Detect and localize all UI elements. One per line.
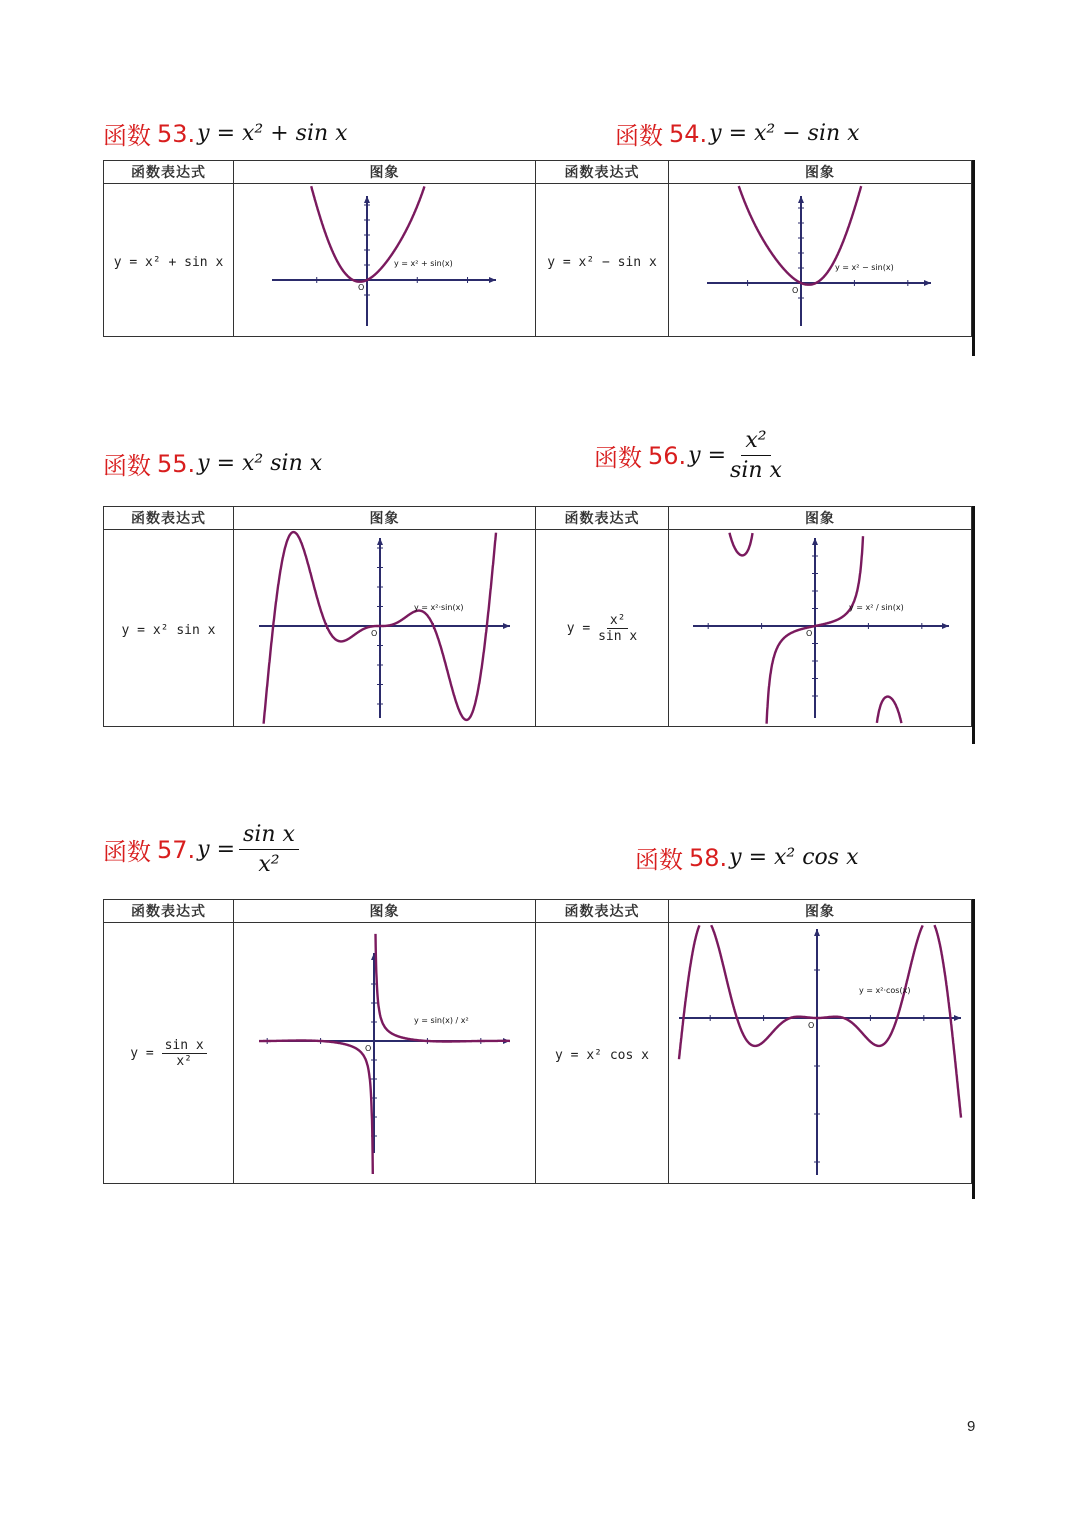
function-56-number: 56. — [648, 441, 687, 470]
function-55-title: 函数 — [103, 452, 151, 480]
function-55-formula: y = x² sin x — [197, 451, 323, 476]
function-57-heading — [103, 822, 299, 877]
function-54-title: 函数 — [615, 122, 663, 150]
function-53-title: 函数 — [103, 122, 151, 150]
function-58-formula: y = x² cos x — [729, 845, 859, 870]
function-curve — [259, 934, 510, 1174]
function-54-number: 54. — [669, 119, 708, 148]
header-graph-58: 图象 — [669, 900, 972, 923]
graph-label: y = x²·sin(x) — [414, 603, 464, 612]
expression-56-denominator: sin x — [598, 628, 638, 644]
function-56-formula-lhs: y = — [688, 443, 727, 468]
function-58-title: 函数 — [635, 846, 683, 874]
function-55-heading — [103, 446, 322, 481]
y-axis-arrow-icon — [812, 538, 818, 545]
function-58-heading — [635, 840, 859, 875]
graph-53 — [234, 184, 534, 336]
header-graph-56: 图象 — [669, 507, 972, 530]
function-57-number: 57. — [157, 835, 196, 864]
function-57-formula-lhs: y = — [197, 837, 236, 862]
function-53-formula: y = x² + sin x — [197, 121, 348, 146]
function-56-title: 函数 — [594, 444, 642, 472]
expression-57 — [130, 1037, 206, 1069]
expression-54: y = x² − sin x — [547, 254, 657, 270]
expression-56 — [566, 612, 638, 644]
graph-label: y = x² − sin(x) — [835, 263, 894, 272]
y-axis-arrow-icon — [814, 929, 820, 936]
function-56-formula-denominator: sin x — [730, 458, 782, 483]
graph-57 — [234, 923, 534, 1183]
graph-label: y = x² / sin(x) — [849, 603, 904, 612]
y-axis-arrow-icon — [364, 196, 370, 203]
origin-label: O — [792, 286, 799, 295]
function-57-formula-numerator: sin x — [239, 822, 299, 850]
function-53-number: 53. — [157, 119, 196, 148]
expression-57-fraction — [162, 1038, 207, 1069]
header-graph-54: 图象 — [669, 161, 972, 184]
header-expr-58: 函数表达式 — [536, 900, 669, 923]
x-axis-arrow-icon — [924, 280, 931, 286]
graph-54 — [669, 184, 969, 336]
graph-56 — [669, 530, 969, 726]
origin-label: O — [365, 1044, 372, 1053]
origin-label: O — [808, 1021, 815, 1030]
header-graph-57: 图象 — [234, 900, 536, 923]
function-58-number: 58. — [689, 843, 728, 872]
x-axis-arrow-icon — [942, 623, 949, 629]
header-expr-57: 函数表达式 — [104, 900, 234, 923]
function-57-formula — [197, 822, 299, 877]
origin-label: O — [806, 629, 813, 638]
header-expr-55: 函数表达式 — [104, 507, 234, 530]
table-right-border — [972, 160, 975, 356]
table-right-border — [972, 899, 975, 1199]
expression-56-lhs: y = — [566, 620, 591, 636]
expression-53: y = x² + sin x — [113, 254, 224, 270]
function-curve — [679, 925, 961, 1118]
function-table-55-56 — [103, 506, 972, 727]
header-expr-54: 函数表达式 — [536, 161, 669, 184]
header-expr-53: 函数表达式 — [104, 161, 234, 184]
header-graph-55: 图象 — [234, 507, 536, 530]
table-right-border — [972, 506, 975, 744]
function-table-53-54 — [103, 160, 972, 337]
function-54-heading — [615, 116, 860, 151]
x-axis-arrow-icon — [489, 277, 496, 283]
function-57-title: 函数 — [103, 838, 151, 866]
y-axis-arrow-icon — [798, 196, 804, 203]
function-56-formula — [688, 428, 782, 483]
expression-58: y = x² cos x — [555, 1047, 649, 1063]
expression-57-lhs: y = — [130, 1045, 154, 1061]
expression-57-denominator: x² — [176, 1053, 192, 1069]
graph-58 — [669, 923, 969, 1183]
function-55-number: 55. — [157, 449, 196, 478]
y-axis-arrow-icon — [377, 538, 383, 545]
expression-57-numerator: sin x — [162, 1038, 207, 1054]
function-54-formula: y = x² − sin x — [709, 121, 860, 146]
origin-label: O — [371, 629, 378, 638]
function-table-57-58 — [103, 899, 972, 1184]
expression-56-numerator: x² — [607, 613, 629, 629]
graph-label: y = x² + sin(x) — [394, 259, 453, 268]
function-56-formula-numerator: x² — [741, 428, 770, 456]
function-57-formula-fraction — [239, 822, 299, 877]
header-expr-56: 函数表达式 — [536, 507, 669, 530]
function-57-formula-denominator: x² — [258, 852, 280, 877]
graph-label: y = sin(x) / x² — [414, 1016, 469, 1025]
expression-56-fraction — [598, 613, 637, 644]
x-axis-arrow-icon — [503, 623, 510, 629]
graph-55 — [234, 530, 534, 726]
origin-label: O — [358, 283, 365, 292]
page-number: 9 — [967, 1418, 976, 1435]
function-56-formula-fraction — [730, 428, 782, 483]
function-56-heading — [594, 428, 782, 483]
x-axis-arrow-icon — [954, 1015, 961, 1021]
function-53-heading — [103, 116, 348, 151]
graph-label: y = x²·cos(x) — [859, 986, 911, 995]
header-graph-53: 图象 — [234, 161, 536, 184]
expression-55: y = x² sin x — [121, 622, 216, 638]
